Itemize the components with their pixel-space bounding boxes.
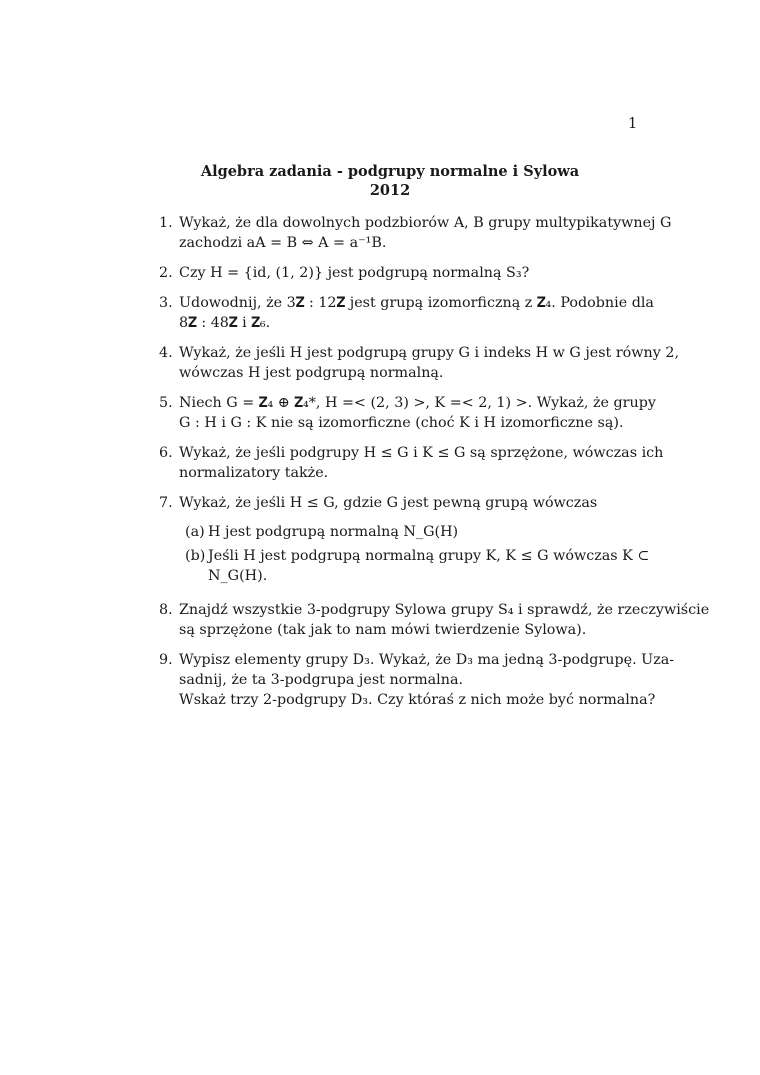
problem-number: 2. [159,265,173,281]
subitem-label: (a) [185,524,205,540]
problem-line: Znajdź wszystkie 3-podgrupy Sylowa grupy S₄ i sprawdź, że rzeczywiście [179,602,710,618]
problem-item [159,293,654,333]
subitem-list [179,522,649,586]
problem-line: Udowodnij, że 3𝐙 : 12𝐙 jest grupą izomorficzną z 𝐙₄. Podobnie dla [179,295,654,311]
problem-line: Wykaż, że jeśli podgrupy H ≤ G i K ≤ G są sprzężone, wówczas ich [179,445,664,461]
problem-line: G : H i G : K nie są izomorficzne (choć K i H izomorficzne są). [179,415,624,431]
problem-line: normalizatory także. [179,465,329,481]
subitem-label: (b) [185,548,206,564]
problem-text [179,493,649,590]
problem-line: są sprzężone (tak jak to nam mówi twierdzenie Sylowa). [179,622,587,638]
problem-item [159,343,680,383]
problem-number: 6. [159,445,173,461]
problem-line: Czy H = {id, (1, 2)} jest podgrupą normalną S₃? [179,265,530,281]
problem-line: zachodzi aA = B ⇔ A = a⁻¹B. [179,235,387,251]
subitem-line: N_G(H). [208,568,268,584]
problem-item [159,650,675,710]
problem-line: Wypisz elementy grupy D₃. Wykaż, że D₃ ma jedną 3-podgrupę. Uza- [179,652,675,668]
problem-line: Wykaż, że jeśli H jest podgrupą grupy G i indeks H w G jest równy 2, [179,345,680,361]
problem-item [159,393,656,433]
problem-text [179,393,656,433]
problem-text [179,293,654,333]
subitem-text [208,546,649,586]
subitem [179,522,649,542]
page-number: 1 [628,116,638,132]
problem-text [179,600,709,640]
problem-line: Wykaż, że jeśli H ≤ G, gdzie G jest pewną grupą wówczas [179,495,598,511]
problem-line: Wskaż trzy 2-podgrupy D₃. Czy któraś z nich może być normalna? [179,692,656,708]
subitem-line: Jeśli H jest podgrupą normalną grupy K, K ≤ G wówczas K ⊂ [208,548,650,564]
problem-item [159,443,664,483]
subitem-line: H jest podgrupą normalną N_G(H) [208,524,459,540]
problem-item [159,600,710,640]
problem-line: Wykaż, że dla dowolnych podzbiorów A, B grupy multypikatywnej G [179,215,672,231]
problem-number: 8. [159,602,173,618]
problem-number: 1. [159,215,173,231]
problem-number: 7. [159,495,173,511]
problem-text [179,213,671,253]
problem-text [179,443,663,483]
problem-number: 3. [159,295,173,311]
problem-line: Niech G = 𝐙₄ ⊕ 𝐙₄*, H =< (2, 3) >, K =< 2, 1) >. Wykaż, że grupy [179,395,656,411]
document-title [0,162,760,200]
problem-line: sadnij, że ta 3-podgrupa jest normalna. [179,672,464,688]
title-year: 2012 [369,182,411,199]
problem-item [159,213,672,253]
subitem-text [208,522,649,542]
problem-item [159,493,650,590]
problem-text [179,263,639,283]
problem-number: 9. [159,652,173,668]
problem-text [179,343,679,383]
problem-text [179,650,674,710]
title-line: Algebra zadania - podgrupy normalne i Sylowa [200,163,580,180]
problem-line: wówczas H jest podgrupą normalną. [179,365,444,381]
problem-number: 4. [159,345,173,361]
problem-item [159,263,639,283]
problem-number: 5. [159,395,173,411]
subitem [179,546,649,586]
problem-list [159,213,710,720]
problem-line: 8𝐙 : 48𝐙 i 𝐙₆. [179,315,271,331]
